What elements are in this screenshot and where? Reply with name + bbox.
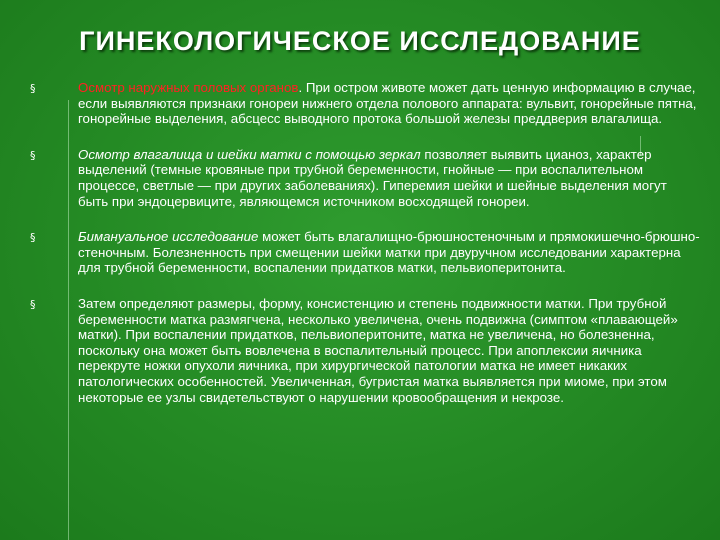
bullet-item-uterus-assessment: [30, 296, 700, 405]
bullet-body: может быть влагалищно-брюшностеночным и прямокишечно-брюшно-стеночным. Болезненность при смещении шейки матки при двуручном исследовании характерна для трубной беременности, воспалении придатков матки, пельвиоперитонита.: [78, 229, 700, 276]
bullet-marker: §: [30, 297, 36, 311]
bullet-marker: §: [30, 82, 36, 95]
bullet-text: [78, 229, 700, 276]
bullet-body: . При остром животе может дать ценную информацию в случае, если выявляются признаки гонореи нижнего отдела полового аппарата: вульвит, гонорейные пятна, гонорейные выделения, абсцесс выводного протока большой железы преддверия влагалища.: [78, 80, 697, 127]
bullet-text: [78, 80, 700, 127]
bullet-item-external-exam: [30, 80, 700, 127]
bullet-lead: Осмотр наружных половых органов: [78, 80, 299, 95]
bullet-list: [30, 80, 700, 425]
bullet-body: позволяет выявить цианоз, характер выделений (темные кровяные при трубной беременности, гнойные — при воспалительном процессе, светлые — при других заболеваниях). Гиперемия шейки и шейные выделения могут быть при эндоцервиците, являющемся источником восходящей гонореи.: [78, 146, 667, 209]
bullet-marker: §: [30, 148, 36, 162]
bullet-text: Затем определяют размеры, форму, консистенцию и степень подвижности матки. При трубной беременности матка размягчена, несколько увеличена, очень подвижна (симптом «плавающей» матки). При воспалении придатков, пельвиоперитоните, матка не увеличена, но болезненна, поскольку она может быть вовлечена в воспалительный процесс. При апоплексии яичника перекруте ножки опухоли яичника, при хирургической патологии матка не имеет никаких патологических особенностей. Увеличенная, бугристая матка выявляется при миоме, при этом некоторые ее узлы свидетельствуют о нарушении кровообращения и некрозе.: [78, 295, 678, 405]
bullet-lead: Осмотр влагалища и шейки матки с помощью зеркал: [78, 146, 421, 162]
bullet-item-bimanual-exam: [30, 229, 700, 276]
bullet-marker: §: [30, 231, 36, 245]
bullet-item-speculum-exam: [30, 147, 700, 209]
slide-title: ГИНЕКОЛОГИЧЕСКОЕ ИССЛЕДОВАНИЕ: [79, 26, 641, 56]
bullet-lead: Бимануальное исследование: [78, 229, 259, 245]
bullet-text: [78, 147, 700, 209]
